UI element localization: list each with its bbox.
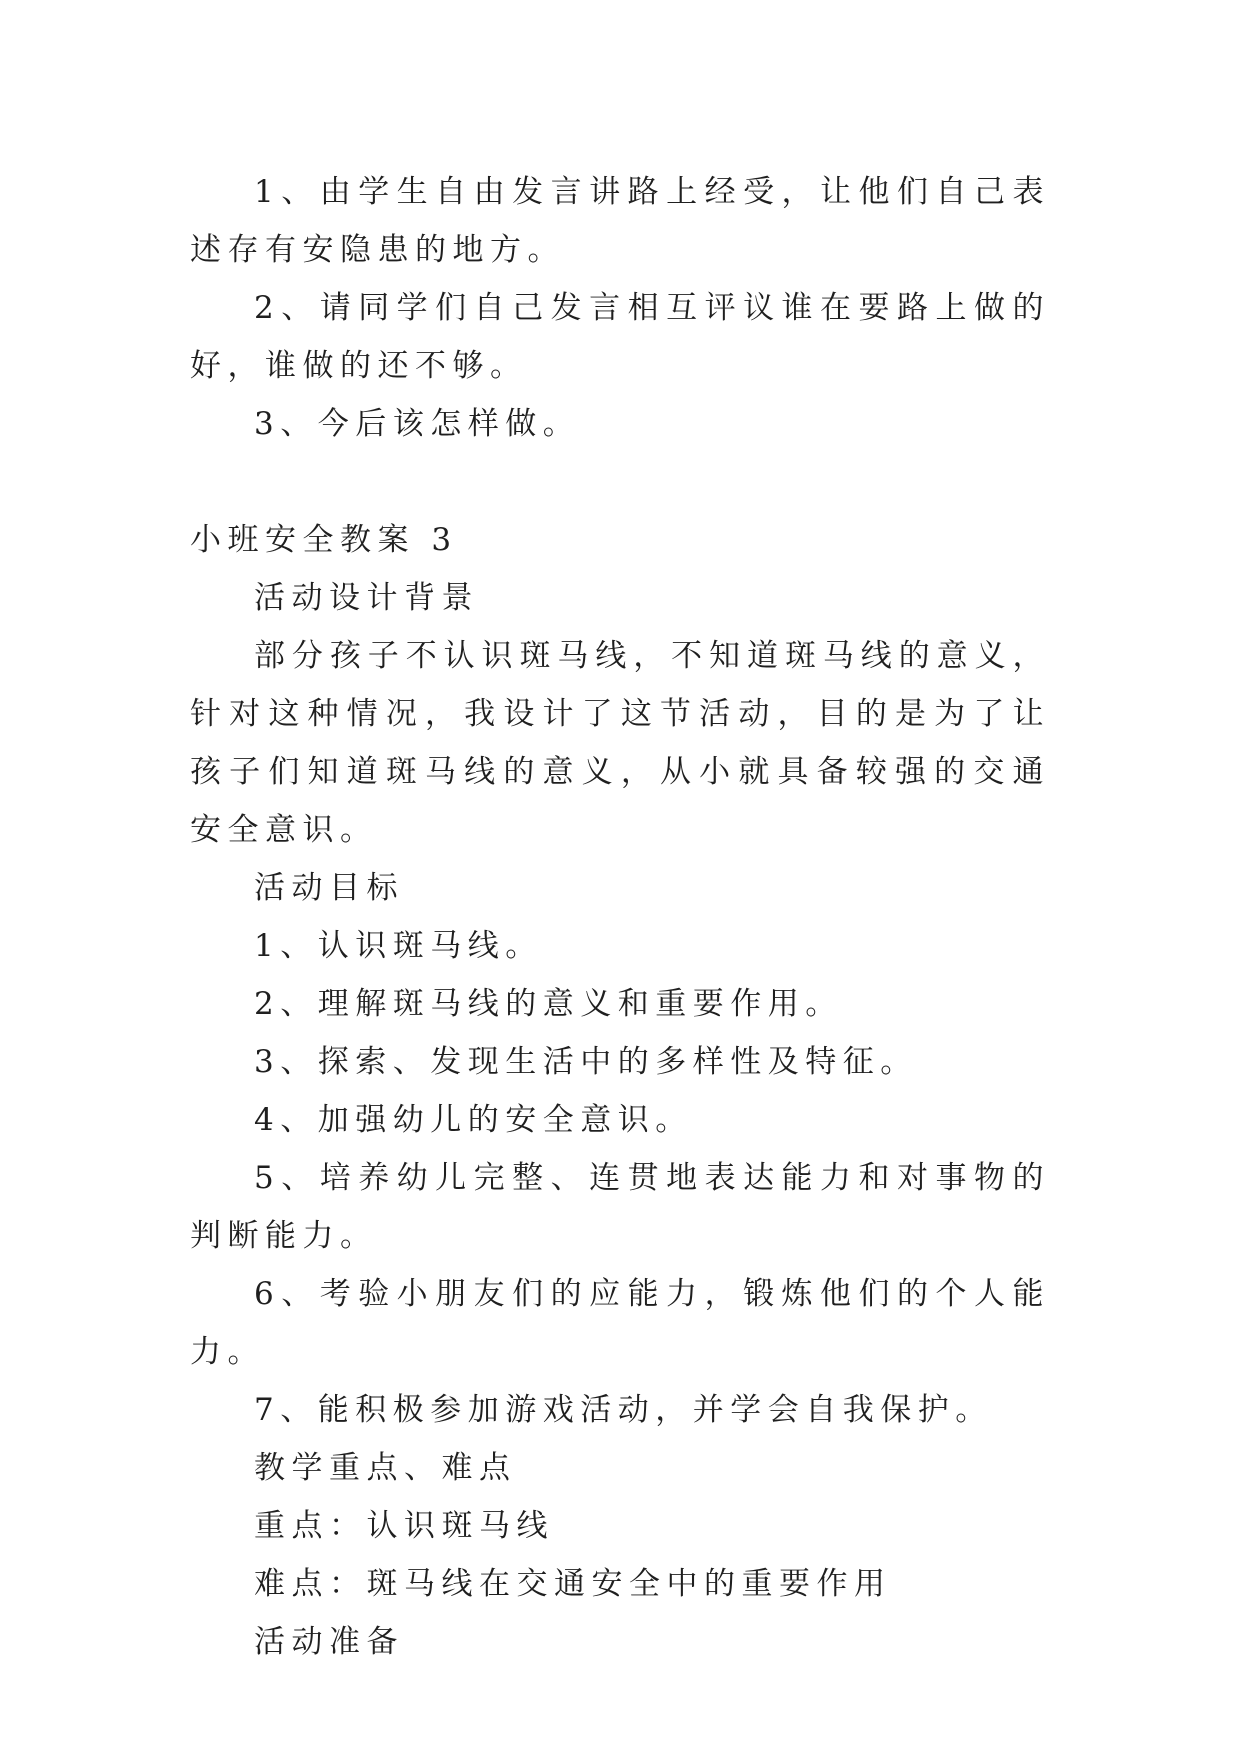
intro-item-2: 2、请同学们自己发言相互评议谁在要路上做的好，谁做的还不够。 bbox=[190, 290, 1050, 384]
heading-activity-preparation: 活动准备 bbox=[254, 1624, 404, 1660]
design-background-text: 部分孩子不认识斑马线，不知道斑马线的意义，针对这种情况，我设计了这节活动，目的是为了让孩子们知道斑马线的意义，从小就具备较强的交通安全意识。 bbox=[190, 638, 1050, 848]
heading-design-background: 活动设计背景 bbox=[254, 580, 479, 616]
goal-item-3: 3、探索、发现生活中的多样性及特征。 bbox=[254, 1044, 918, 1080]
intro-item-1: 1、由学生自由发言讲路上经受，让他们自己表述存有安隐患的地方。 bbox=[190, 174, 1050, 268]
goal-item-6: 6、考验小朋友们的应能力，锻炼他们的个人能力。 bbox=[190, 1276, 1050, 1370]
heading-activity-goals: 活动目标 bbox=[254, 870, 404, 906]
intro-item-3: 3、今后该怎样做。 bbox=[254, 406, 581, 442]
heading-key-difficult-points: 教学重点、难点 bbox=[254, 1450, 517, 1486]
goal-item-2: 2、理解斑马线的意义和重要作用。 bbox=[254, 986, 843, 1022]
goal-item-1: 1、认识斑马线。 bbox=[254, 928, 543, 964]
goal-item-7: 7、能积极参加游戏活动，并学会自我保护。 bbox=[254, 1392, 993, 1428]
document-content bbox=[190, 163, 1050, 1671]
goal-item-5: 5、培养幼儿完整、连贯地表达能力和对事物的判断能力。 bbox=[190, 1160, 1050, 1254]
goal-item-4: 4、加强幼儿的安全意识。 bbox=[254, 1102, 693, 1138]
key-point: 重点：认识斑马线 bbox=[254, 1508, 554, 1544]
section-title: 小班安全教案 3 bbox=[190, 522, 458, 558]
difficult-point: 难点：斑马线在交通安全中的重要作用 bbox=[254, 1566, 892, 1602]
